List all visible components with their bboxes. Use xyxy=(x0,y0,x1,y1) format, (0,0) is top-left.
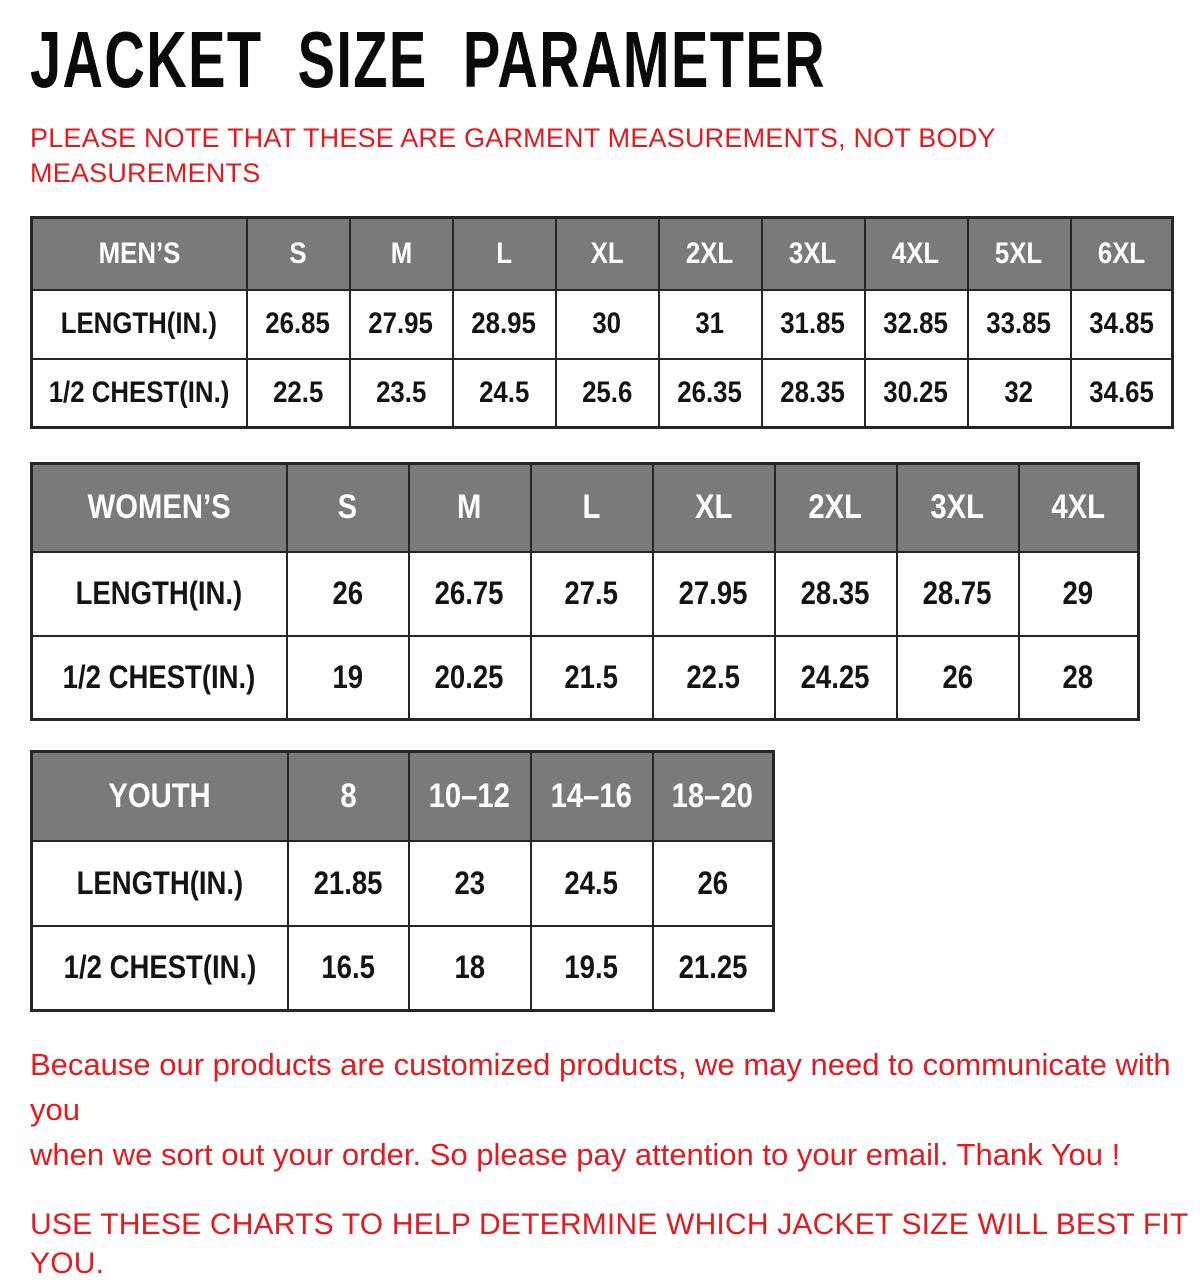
size-header-cell: 2XL xyxy=(659,218,762,290)
youth-length-row xyxy=(32,841,774,926)
measurement-cell: 32 xyxy=(968,359,1071,428)
size-header-cell: 3XL xyxy=(897,464,1019,552)
measurement-cell: 25.6 xyxy=(556,359,659,428)
chart-usage-note: USE THESE CHARTS TO HELP DETERMINE WHICH JACKET SIZE WILL BEST FIT YOU. xyxy=(30,1207,1188,1280)
measurement-cell: 28.95 xyxy=(453,290,556,359)
measurement-cell: 31 xyxy=(659,290,762,359)
notice-line-2: MEASUREMENTS xyxy=(30,157,261,188)
page-title xyxy=(30,15,1200,104)
size-header-cell: M xyxy=(409,464,531,552)
measurement-cell: 28.35 xyxy=(762,359,865,428)
measurement-cell: 19 xyxy=(287,636,409,720)
customization-notice-line-2: when we sort out your order. So please pay attention to your email. Thank You ! xyxy=(30,1136,1121,1172)
size-header-cell: 6XL xyxy=(1071,218,1173,290)
measurement-cell: 26.35 xyxy=(659,359,762,428)
measurement-cell: 28 xyxy=(1019,636,1139,720)
size-header-cell: 3XL xyxy=(762,218,865,290)
size-header-cell: 14–16 xyxy=(531,752,653,841)
measurement-cell: 20.25 xyxy=(409,636,531,720)
mens-table-title-cell: MEN’S xyxy=(32,218,247,290)
womens-chest-row xyxy=(32,636,1139,720)
measurement-cell: 30.25 xyxy=(865,359,968,428)
womens-table-title-cell: WOMEN’S xyxy=(32,464,287,552)
row-label-cell: LENGTH(IN.) xyxy=(32,552,287,636)
mens-length-row xyxy=(32,290,1173,359)
page-title-text: JACKET SIZE PARAMETER xyxy=(30,15,826,104)
measurement-cell: 22.5 xyxy=(653,636,775,720)
size-header-cell: XL xyxy=(653,464,775,552)
customization-notice xyxy=(30,1043,1200,1178)
row-label-cell: 1/2 CHEST(IN.) xyxy=(32,926,288,1011)
size-header-cell: 4XL xyxy=(1019,464,1139,552)
measurement-cell: 28.75 xyxy=(897,552,1019,636)
size-header-cell: M xyxy=(350,218,453,290)
womens-length-row xyxy=(32,552,1139,636)
measurement-cell: 21.85 xyxy=(288,841,409,926)
measurement-cell: 31.85 xyxy=(762,290,865,359)
size-header-cell: 8 xyxy=(288,752,409,841)
mens-chest-row xyxy=(32,359,1173,428)
measurement-cell: 24.5 xyxy=(531,841,653,926)
measurement-cell: 27.95 xyxy=(350,290,453,359)
measurement-cell: 33.85 xyxy=(968,290,1071,359)
womens-header-row xyxy=(32,464,1139,552)
size-header-cell: 2XL xyxy=(775,464,897,552)
customization-notice-line-1: Because our products are customized products, we may need to communicate with you xyxy=(30,1047,1171,1128)
measurement-cell: 29 xyxy=(1019,552,1139,636)
measurement-cell: 18 xyxy=(409,926,531,1011)
measurement-cell: 21.5 xyxy=(531,636,653,720)
size-header-cell: 5XL xyxy=(968,218,1071,290)
measurement-cell: 34.85 xyxy=(1071,290,1173,359)
measurement-cell: 26 xyxy=(653,841,774,926)
row-label-cell: LENGTH(IN.) xyxy=(32,841,288,926)
youth-header-row xyxy=(32,752,774,841)
measurement-cell: 22.5 xyxy=(247,359,350,428)
mens-header-row xyxy=(32,218,1173,290)
size-header-cell: S xyxy=(287,464,409,552)
row-label-cell: 1/2 CHEST(IN.) xyxy=(32,636,287,720)
measurement-cell: 27.95 xyxy=(653,552,775,636)
youth-chest-row xyxy=(32,926,774,1011)
notice-line-1: PLEASE NOTE THAT THESE ARE GARMENT MEASUREMENTS, NOT BODY xyxy=(30,123,996,153)
mens-size-table xyxy=(30,216,1174,429)
measurement-cell: 26.85 xyxy=(247,290,350,359)
womens-size-table xyxy=(30,462,1140,721)
row-label-cell: LENGTH(IN.) xyxy=(32,290,247,359)
measurement-cell: 30 xyxy=(556,290,659,359)
size-header-cell: L xyxy=(453,218,556,290)
youth-size-table xyxy=(30,750,775,1012)
measurement-cell: 26 xyxy=(287,552,409,636)
measurement-cell: 28.35 xyxy=(775,552,897,636)
measurement-cell: 23 xyxy=(409,841,531,926)
measurement-cell: 16.5 xyxy=(288,926,409,1011)
size-header-cell: 18–20 xyxy=(653,752,774,841)
garment-measurement-notice xyxy=(30,121,1200,190)
size-header-cell: S xyxy=(247,218,350,290)
measurement-cell: 34.65 xyxy=(1071,359,1173,428)
size-header-cell: XL xyxy=(556,218,659,290)
measurement-cell: 24.25 xyxy=(775,636,897,720)
measurement-cell: 23.5 xyxy=(350,359,453,428)
measurement-cell: 19.5 xyxy=(531,926,653,1011)
measurement-cell: 26.75 xyxy=(409,552,531,636)
measurement-cell: 32.85 xyxy=(865,290,968,359)
measurement-cell: 24.5 xyxy=(453,359,556,428)
youth-table-title-cell: YOUTH xyxy=(32,752,288,841)
measurement-cell: 26 xyxy=(897,636,1019,720)
measurement-cell: 27.5 xyxy=(531,552,653,636)
measurement-cell: 21.25 xyxy=(653,926,774,1011)
size-header-cell: 10–12 xyxy=(409,752,531,841)
row-label-cell: 1/2 CHEST(IN.) xyxy=(32,359,247,428)
size-header-cell: 4XL xyxy=(865,218,968,290)
size-header-cell: L xyxy=(531,464,653,552)
